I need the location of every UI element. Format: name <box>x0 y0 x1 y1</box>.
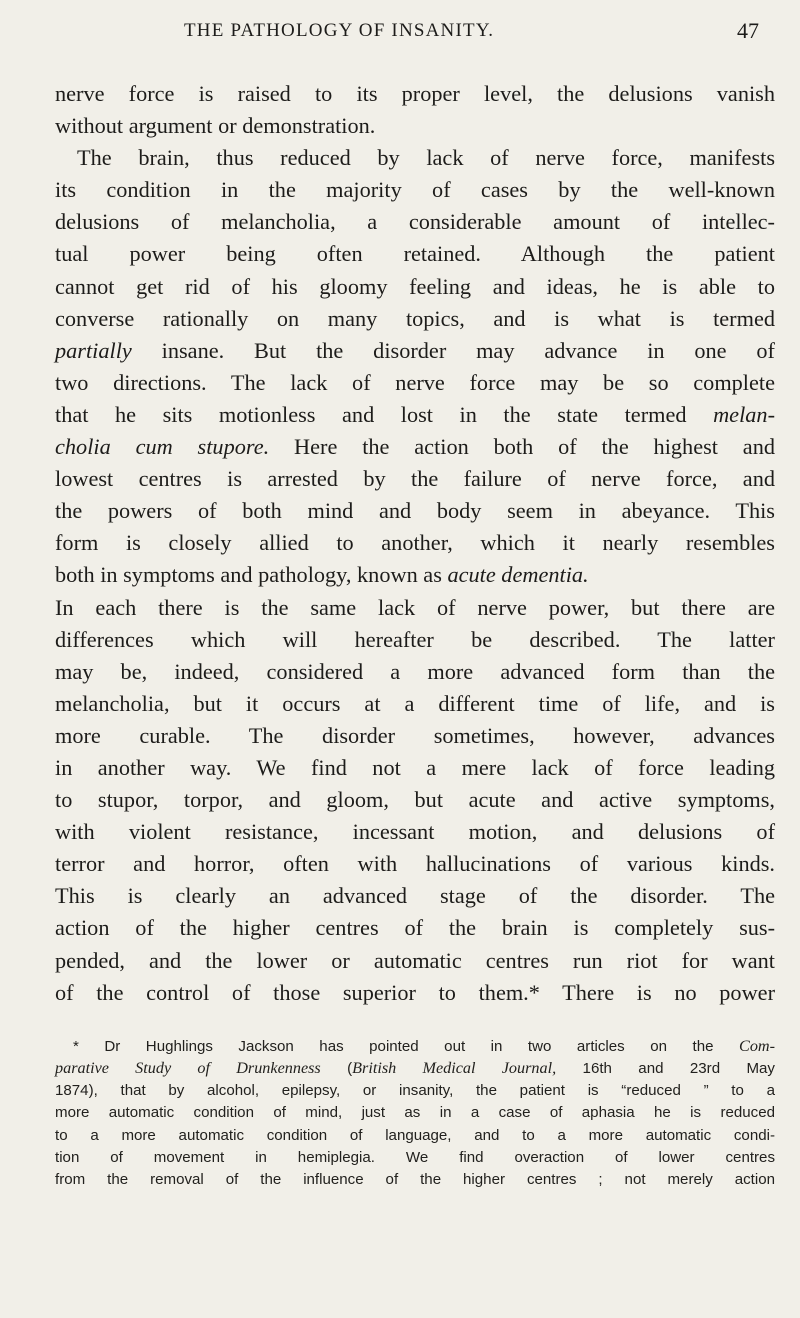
footnote-line: to a more automatic condition of language, and to a more automatic condi- <box>55 1126 775 1144</box>
text-line: This is clearly an advanced stage of the disorder. The <box>55 883 775 909</box>
text-line: differences which will hereafter be described. The latter <box>55 626 775 652</box>
running-title: THE PATHOLOGY OF INSANITY. <box>184 20 495 41</box>
text-line: tual power being often retained. Although the patient <box>55 241 775 267</box>
text-line: terror and horror, often with hallucinations of various kinds. <box>55 851 775 877</box>
text-line: two directions. The lack of nerve force may be so complete <box>55 369 775 395</box>
text-line: action of the higher centres of the brain is completely sus- <box>55 915 775 941</box>
text-line: partially insane. But the disorder may advance in one of <box>55 337 775 363</box>
text-line: the powers of both mind and body seem in abeyance. This <box>55 498 775 524</box>
text-line: of the control of those superior to them.* There is no power <box>55 979 775 1005</box>
text-line: nerve force is raised to its proper level, the delusions vanish <box>55 81 775 106</box>
text-line: may be, indeed, considered a more advanced form than the <box>55 658 775 684</box>
text-line: its condition in the majority of cases by the well-known <box>55 177 775 203</box>
text-line: more curable. The disorder sometimes, however, advances <box>55 722 775 748</box>
text-line: form is closely allied to another, which it nearly resembles <box>55 530 775 556</box>
italic-term: cholia cum stupore. <box>55 434 270 460</box>
text-line: cannot get rid of his gloomy feeling and ideas, he is able to <box>55 273 775 299</box>
text-line: lowest centres is arrested by the failure of nerve force, and <box>55 466 775 492</box>
page-number: 47 <box>737 18 759 43</box>
text-line: with violent resistance, incessant motion, and delusions of <box>55 819 775 845</box>
footnote-line: parative Study of Drunkenness (British Medical Journal, 16th and 23rd May <box>55 1059 775 1078</box>
text-line: without argument or demonstration. <box>55 113 376 139</box>
footnote <box>55 1035 775 1192</box>
italic-term: melan- <box>713 401 775 427</box>
text-line: that he sits motionless and lost in the state termed melan- <box>55 401 775 427</box>
footnote-line: 1874), that by alcohol, epilepsy, or insanity, the patient is “reduced ” to a <box>55 1081 775 1099</box>
body-text <box>55 78 775 1009</box>
italic-term: acute dementia. <box>447 562 589 588</box>
text-line: both in symptoms and pathology, known as acute dementia. <box>55 562 589 588</box>
footnote-line: tion of movement in hemiplegia. We find overaction of lower centres <box>55 1148 775 1166</box>
text-line: melancholia, but it occurs at a different time of life, and is <box>55 690 775 716</box>
footnote-line: * Dr Hughlings Jackson has pointed out in two articles on the Com- <box>73 1037 775 1055</box>
text-line: In each there is the same lack of nerve power, but there are <box>55 594 775 620</box>
text-line: converse rationally on many topics, and is what is termed <box>55 305 775 331</box>
text-line: cholia cum stupore. Here the action both of the highest and <box>55 434 775 460</box>
italic-term: partially <box>55 337 132 363</box>
text-line: The brain, thus reduced by lack of nerve force, manifests <box>77 145 775 171</box>
text-line: pended, and the lower or automatic centres run riot for want <box>55 947 775 973</box>
footnote-line: more automatic condition of mind, just as in a case of aphasia he is reduced <box>55 1104 775 1122</box>
text-line: to stupor, torpor, and gloom, but acute and active symptoms, <box>55 787 775 813</box>
text-line: in another way. We find not a mere lack of force leading <box>55 754 775 780</box>
footnote-line: from the removal of the influence of the higher centres ; not merely action <box>55 1171 775 1189</box>
text-line: delusions of melancholia, a considerable amount of intellec- <box>55 209 775 235</box>
